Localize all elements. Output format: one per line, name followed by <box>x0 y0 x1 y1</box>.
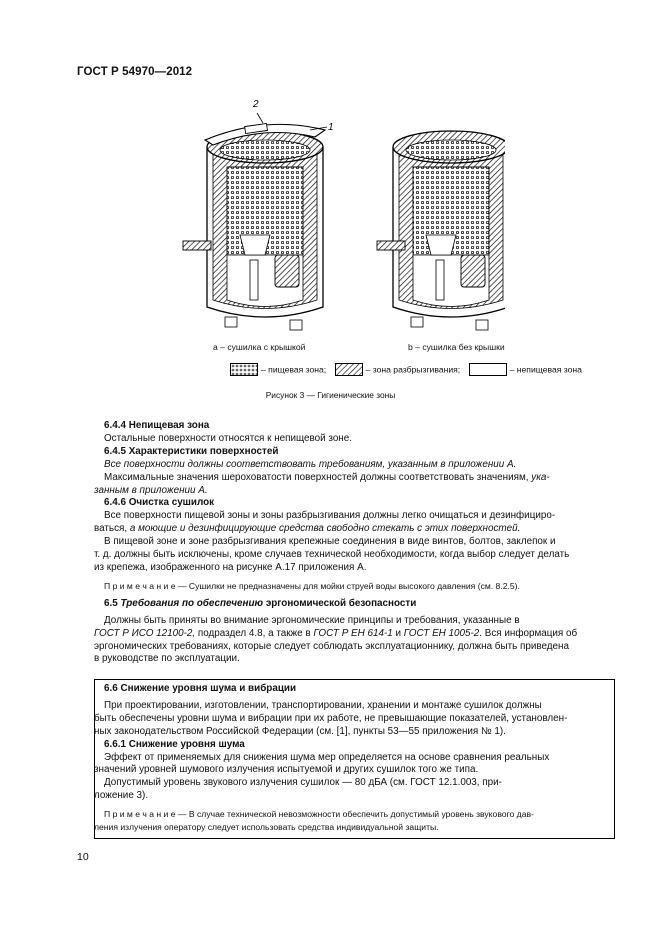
section-6-4-4 <box>94 420 609 666</box>
text-6-4-5-b: занным в приложении А. <box>94 484 208 496</box>
splash-zone-swatch <box>335 363 363 376</box>
text-6-4-6-3: В пищевой зоне и зоне разбрызгивания крепежные соединения в виде винтов, болтов, заклепок и <box>104 536 556 548</box>
text-6-4-5-italic: Все поверхности должны соответствовать требованиям, указанным в приложении А. <box>104 458 517 470</box>
text-6-5-1: Должны быть приняты во внимание эргономические принципы и требования, указанные в <box>104 614 520 626</box>
doc-header: ГОСТ Р 54970—2012 <box>77 66 193 78</box>
heading-6-4-4: 6.4.4 Непищевая зона <box>104 420 210 431</box>
callout-1: 1 <box>328 122 334 133</box>
text-6-4-5-a: Максимальные значения шероховатости поверхностей должны соответствовать значениям, ука- <box>104 471 550 483</box>
text-6-5-2: ГОСТ Р ИСО 12100-2, подраздел 4.8, а также в ГОСТ Р ЕН 614-1 и ГОСТ ЕН 1005-2. Вся информация об <box>94 627 578 639</box>
food-zone-swatch <box>230 363 258 376</box>
dryer-with-lid <box>183 99 334 330</box>
nonfood-zone-label: – непищевая зона <box>509 364 582 375</box>
food-zone-label: – пищевая зона; <box>261 364 327 375</box>
text-6-6-1-a: Эффект от применяемых для снижения шума мер определяется на основе сравнения реальных <box>104 751 550 763</box>
note-6-4-6: П р и м е ч а н и е — Сушилки не предназначены для мойки струей воды высокого давления (см. 8.2.5). <box>104 580 520 591</box>
text-6-5-4: в руководстве по эксплуатации. <box>94 653 240 665</box>
text-6-6-1: При проектировании, изготовлении, транспортировании, хранении и монтаже сушилок должны <box>104 699 542 711</box>
text-6-5-3: эргономических требованиях, которые следует соблюдать эксплуатационнику, должна быть приведена <box>94 640 569 652</box>
text-6-4-6-4: т. д. должны быть исключены, кроме случаев технической необходимости, когда выбор следует делать <box>94 549 570 561</box>
nonfood-zone-swatch <box>469 363 507 376</box>
note-6-6-1: П р и м е ч а н и е — В случае технической невозможности обеспечить допустимый уровень звукового дав- <box>104 809 534 820</box>
text-6-4-6-5: из крепежа, изображенного на рисунке А.17 приложения А. <box>94 561 367 573</box>
dryer-figure <box>165 95 505 345</box>
dryer-without-lid <box>377 131 505 330</box>
splash-zone-label: – зона разбрызгивания; <box>365 364 461 375</box>
text-6-6-2: быть обеспечены уровни шума и вибрации при их работе, не превышающие показателей, установлен- <box>94 712 568 724</box>
zone-legend <box>230 363 582 377</box>
text-6-4-6-1: Все поверхности пищевой зоны и зоны разбрызгивания должны легко очищаться и дезинфициро- <box>104 510 556 522</box>
note-6-6-2: ления излучения оператору следует использовать средства индивидуальной защиты. <box>94 822 439 833</box>
heading-6-5: 6.5 Требования по обеспечению эргономической безопасности <box>104 597 417 609</box>
figure-caption: Рисунок 3 — Гигиенические зоны <box>265 390 396 400</box>
text-6-4-6-2: ваться, а моющие и дезинфицирующие средства свободно стекать с этих поверхностей. <box>94 523 521 535</box>
text-6-6-1-d: ложение 3). <box>94 790 149 802</box>
section-6-6 <box>94 683 609 834</box>
callout-2: 2 <box>253 99 259 110</box>
heading-6-6-1: 6.6.1 Снижение уровня шума <box>104 738 245 750</box>
caption-b: b – сушилка без крышки <box>408 342 505 352</box>
text-6-6-3: ных законодательством Российской Федерации (см. [1], пункты 53—55 приложения № 1). <box>94 725 506 737</box>
text-6-4-4: Остальные поверхности относятся к непищевой зоне. <box>104 432 352 444</box>
text-6-6-1-b: значений уровней шумового излучения испытуемой и других сушилок того же типа. <box>94 764 479 776</box>
heading-6-4-5: 6.4.5 Характеристики поверхностей <box>104 445 279 457</box>
caption-a: a – сушилка с крышкой <box>213 342 306 352</box>
text-6-6-1-c: Допустимый уровень звукового излучения сушилок — 80 дБА (см. ГОСТ 12.1.003, при- <box>104 777 502 789</box>
heading-6-4-6: 6.4.6 Очистка сушилок <box>104 497 215 509</box>
heading-6-6: 6.6 Снижение уровня шума и вибрации <box>104 683 297 694</box>
page-number: 10 <box>77 851 89 863</box>
